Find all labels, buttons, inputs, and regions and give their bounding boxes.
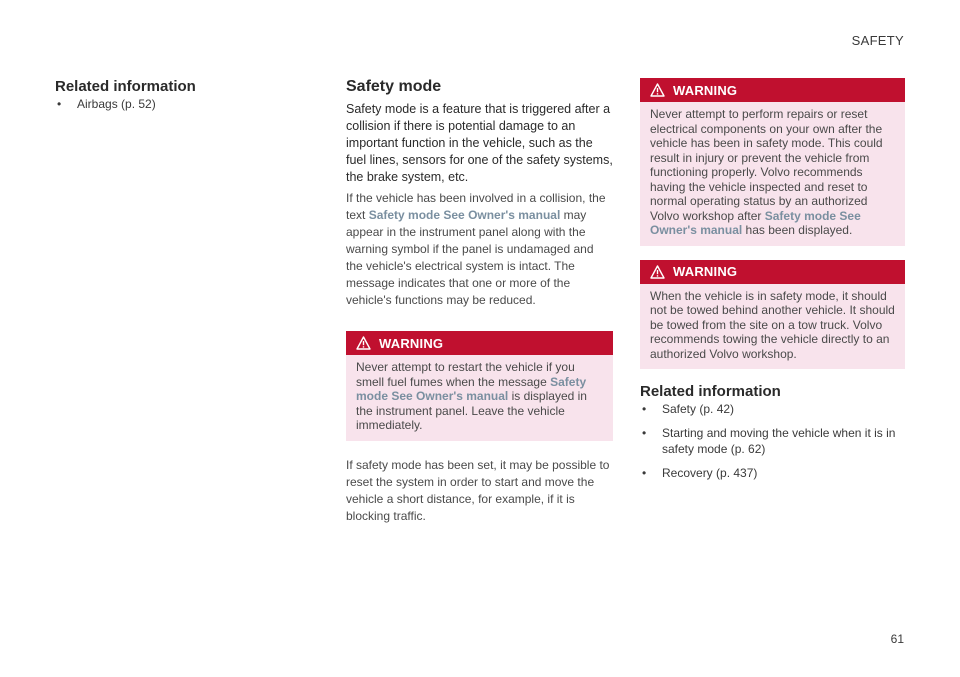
- warning-text: Never attempt to perform repairs or reset electrical components on your own after the vehicle has been in safety mode. This could result in injury or prevent the vehicle from functioning properly. Volvo recommends having the vehicle inspected and reset to normal operating status by an authorized Volvo workshop after Safety mode See Owner's manual has been displayed.: [640, 102, 905, 246]
- related-link-airbags[interactable]: [55, 96, 305, 112]
- intro-paragraph: Safety mode is a feature that is triggered after a collision if there is potential damage to an important function in the vehicle, such as the fuel lines, sensors for one of the safety systems, the brake system, etc.: [346, 102, 613, 184]
- body-paragraph-1: If the vehicle has been involved in a collision, the text Safety mode See Owner's manual may appear in the instrument panel along with the warning symbol if the panel is undamaged and the vehicle's electrical system is intact. The message indicates that one or more of the vehicle's functions may be reduced.: [346, 191, 606, 307]
- related-link-recovery[interactable]: [640, 465, 905, 481]
- body-paragraph-2: If safety mode has been set, it may be possible to reset the system in order to start and move the vehicle a short distance, for example, if it is blocking traffic.: [346, 457, 610, 523]
- column-right: [640, 78, 905, 489]
- warning-label: WARNING: [673, 82, 738, 98]
- related-info-list: [55, 96, 305, 112]
- column-middle: [346, 75, 613, 525]
- message-text-highlight: Safety mode See Owner's manual: [356, 374, 587, 403]
- warning-text: When the vehicle is in safety mode, it should not be towed behind another vehicle. It should be towed from the site on a tow truck. Volvo recommends towing the vehicle directly to an authorized Volvo workshop.: [640, 284, 905, 370]
- warning-triangle-icon: [356, 336, 371, 350]
- related-link-text: Starting and moving the vehicle when it is in safety mode (p. 62): [662, 426, 896, 456]
- page-title: Safety mode: [346, 78, 442, 95]
- warning-header: [346, 331, 613, 355]
- warning-box-repairs: [640, 78, 905, 246]
- bullet: •: [57, 97, 62, 111]
- warning-label: WARNING: [673, 264, 738, 279]
- message-text-highlight: Safety mode See Owner's manual: [650, 208, 861, 237]
- related-link-text: Safety (p. 42): [662, 402, 735, 416]
- warning-header: [640, 260, 905, 284]
- message-text-highlight: Safety mode See Owner's manual: [368, 208, 561, 222]
- bullet: •: [642, 426, 647, 440]
- warning-triangle-icon: [650, 265, 665, 279]
- warning-box-restart: [346, 331, 613, 441]
- related-link-text: Recovery (p. 437): [662, 466, 758, 480]
- bullet: •: [642, 402, 647, 416]
- related-info-list: [640, 401, 905, 481]
- warning-box-towing: [640, 260, 905, 370]
- warning-text: Never attempt to restart the vehicle if you smell fuel fumes when the message Safety mode See Owner's manual is displayed in the instrument panel. Leave the vehicle immediately.: [346, 355, 613, 441]
- page-number: 61: [890, 632, 904, 646]
- related-info-heading: Related information: [55, 78, 196, 95]
- bullet: •: [642, 466, 647, 480]
- warning-label: WARNING: [379, 335, 444, 351]
- section-header: SAFETY: [851, 33, 904, 48]
- column-left: [55, 75, 305, 120]
- warning-triangle-icon: [650, 83, 665, 97]
- related-link-starting-moving[interactable]: [640, 425, 905, 457]
- related-link-text: Airbags (p. 52): [77, 97, 156, 111]
- related-info-heading: Related information: [640, 383, 781, 400]
- warning-header: [640, 78, 905, 102]
- related-link-safety[interactable]: [640, 401, 905, 417]
